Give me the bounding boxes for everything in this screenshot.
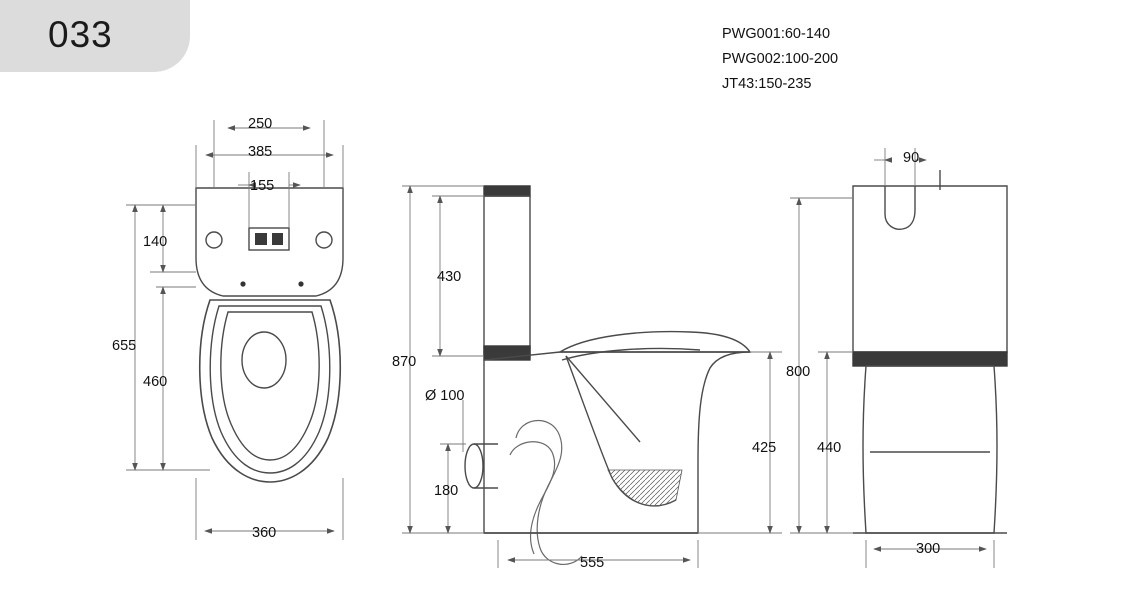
note-line-1: PWG001:60-140: [722, 26, 831, 42]
dim-360: 360: [252, 525, 277, 541]
side-dimension-labels: [392, 269, 776, 571]
dim-90: 90: [903, 150, 920, 166]
note-line-3: JT43:150-235: [722, 76, 812, 92]
dim-diameter-100: Ø 100: [425, 388, 465, 404]
page-number-label: 033: [48, 14, 113, 55]
front-view-geometry: [853, 170, 1007, 533]
note-line-2: PWG002:100-200: [722, 51, 839, 67]
dim-425: 425: [752, 440, 777, 456]
dim-180: 180: [434, 483, 459, 499]
dim-440: 440: [817, 440, 842, 456]
dim-300: 300: [916, 541, 941, 557]
dim-655: 655: [112, 338, 137, 354]
dim-870: 870: [392, 354, 417, 370]
dim-800: 800: [786, 364, 811, 380]
side-dimension-lines: [402, 186, 782, 568]
dim-555: 555: [580, 555, 605, 571]
dim-385: 385: [248, 144, 273, 160]
plan-view-geometry: [196, 188, 343, 482]
dim-430: 430: [437, 269, 462, 285]
plan-dimension-labels: [112, 116, 276, 541]
dim-140: 140: [143, 234, 168, 250]
dim-155: 155: [250, 178, 275, 194]
dim-250: 250: [248, 116, 273, 132]
side-view-geometry: [465, 186, 750, 564]
plan-dimension-lines: [126, 120, 343, 540]
dim-460: 460: [143, 374, 168, 390]
